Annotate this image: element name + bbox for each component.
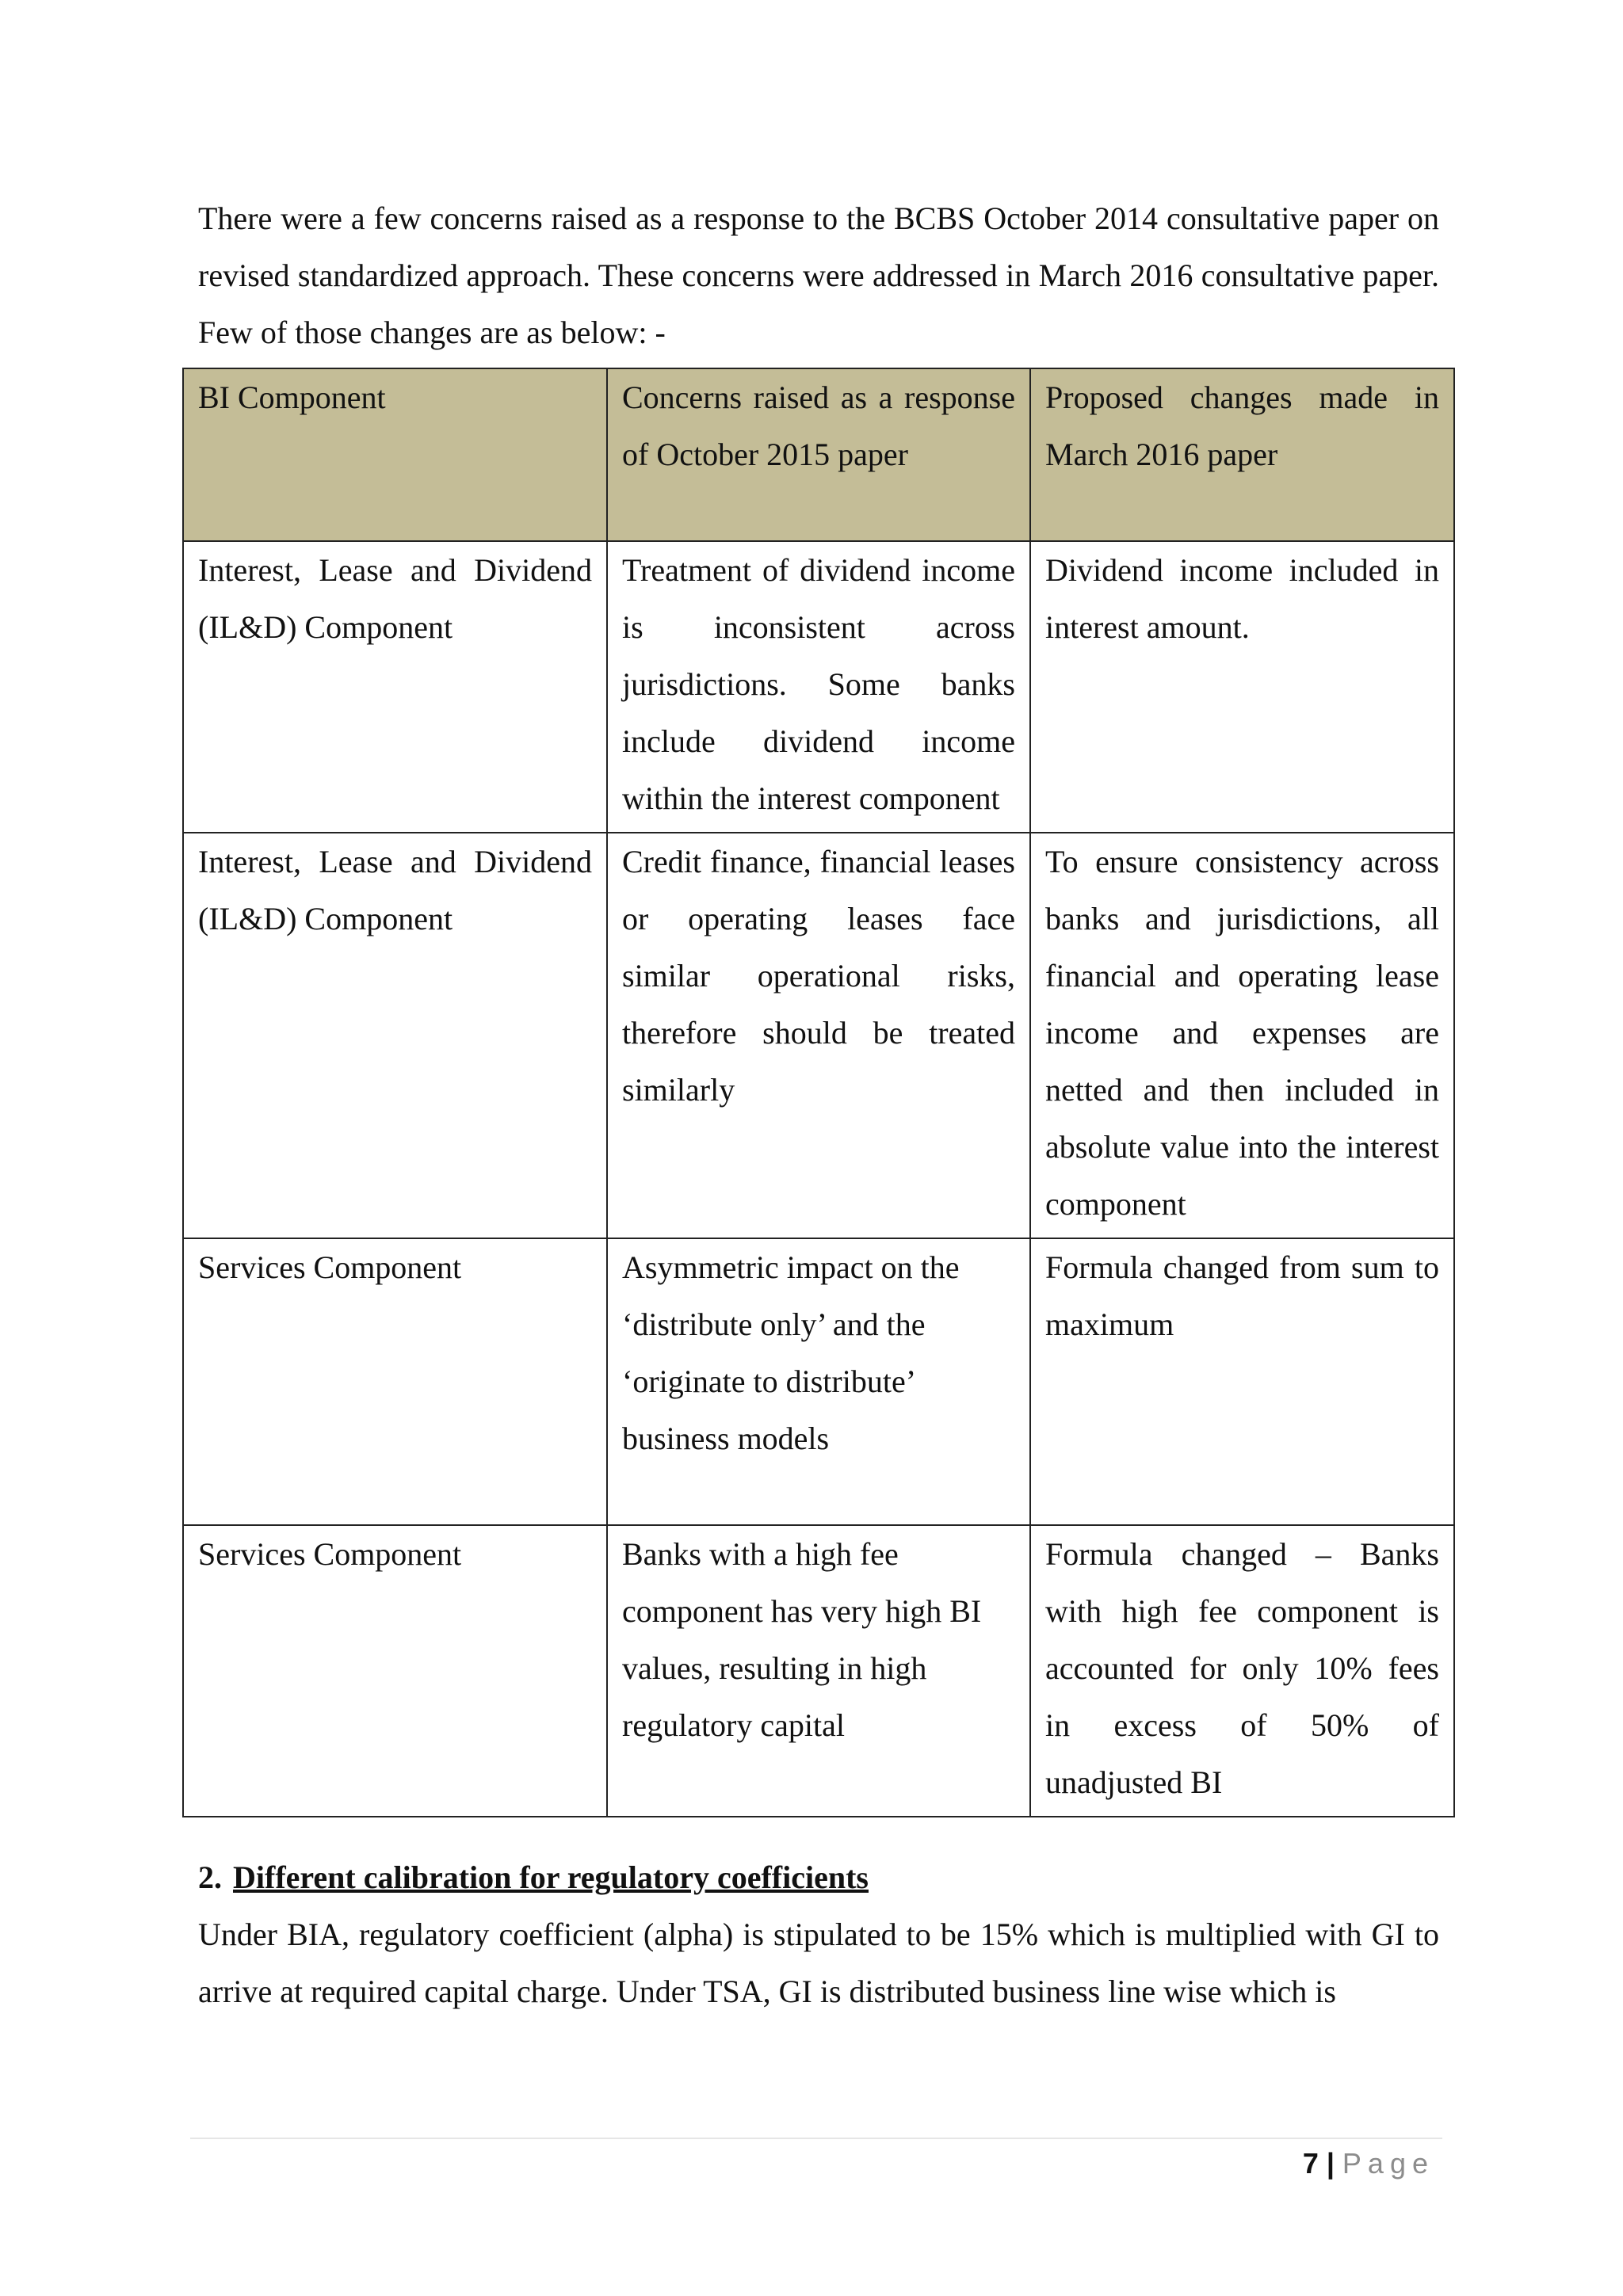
section-title: Different calibration for regulatory coefficients [233, 1859, 869, 1895]
page-number: 7 [1302, 2147, 1319, 2180]
footer-divider [190, 2138, 1442, 2139]
table-cell-concern: Treatment of dividend income is inconsistent across jurisdictions. Some banks include dividend income within the interest component [607, 541, 1030, 833]
intro-block [198, 190, 1439, 361]
page-footer [1303, 2144, 1434, 2183]
section-body: Under BIA, regulatory coefficient (alpha) is stipulated to be 15% which is multiplied with GI to arrive at required capital charge. Under TSA, GI is distributed business line wise which is [198, 1917, 1439, 2009]
table-row [183, 1238, 1454, 1525]
table-cell-component: Services Component [183, 1525, 607, 1817]
footer-separator: | [1326, 2147, 1335, 2180]
header-proposed-changes: Proposed changes made in March 2016 paper [1030, 368, 1454, 541]
table-cell-component: Services Component [183, 1238, 607, 1525]
intro-paragraph: There were a few concerns raised as a response to the BCBS October 2014 consultative paper on revised standardized approach. These concerns were addressed in March 2016 consultative paper. Few of those changes are as below: - [198, 200, 1439, 350]
table-cell-change: Formula changed from sum to maximum [1030, 1238, 1454, 1525]
section-2 [198, 1849, 1439, 2020]
table-cell-change: Formula changed – Banks with high fee component is accounted for only 10% fees in excess of 50% of unadjusted BI [1030, 1525, 1454, 1817]
table-cell-concern: Credit finance, financial leases or operating leases face similar operational risks, therefore should be treated similarly [607, 833, 1030, 1238]
section-heading [198, 1849, 1439, 1906]
table-row [183, 1525, 1454, 1817]
table-cell-component: Interest, Lease and Dividend (IL&D) Component [183, 833, 607, 1238]
section-number: 2. [198, 1859, 222, 1895]
table-cell-change: Dividend income included in interest amount. [1030, 541, 1454, 833]
page-label: Page [1342, 2147, 1434, 2180]
table-row [183, 833, 1454, 1238]
header-bi-component: BI Component [183, 368, 607, 541]
table-header-row [183, 368, 1454, 541]
header-concerns: Concerns raised as a response of October 2015 paper [607, 368, 1030, 541]
table-cell-component: Interest, Lease and Dividend (IL&D) Component [183, 541, 607, 833]
table-cell-concern: Banks with a high fee component has very high BI values, resulting in high regulatory capital [607, 1525, 1030, 1817]
table-cell-concern: Asymmetric impact on the ‘distribute only’ and the ‘originate to distribute’ business models [607, 1238, 1030, 1525]
table-row [183, 541, 1454, 833]
table-cell-change: To ensure consistency across banks and jurisdictions, all financial and operating lease income and expenses are netted and then included in absolute value into the interest component [1030, 833, 1454, 1238]
changes-table [182, 368, 1455, 1817]
